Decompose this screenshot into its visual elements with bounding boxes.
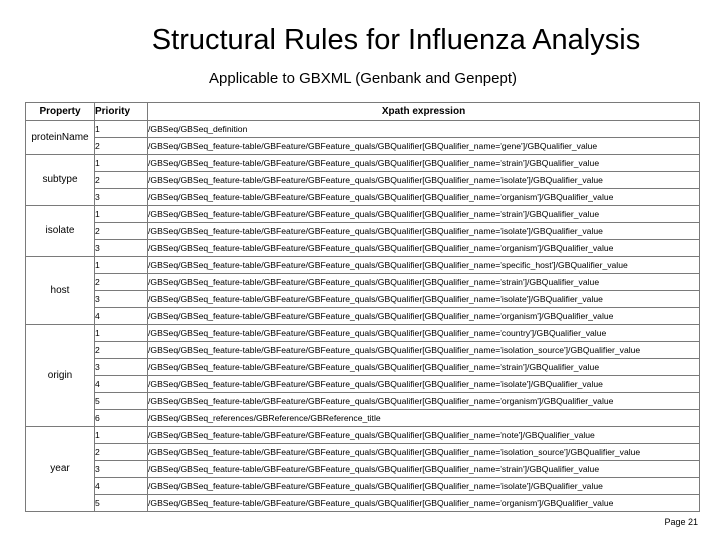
xpath-cell: /GBSeq/GBSeq_feature-table/GBFeature/GBFeature_quals/GBQualifier[GBQualifier_name='specific_host']/GBQualifier_value (148, 257, 700, 274)
priority-cell: 2 (95, 444, 148, 461)
priority-cell: 1 (95, 325, 148, 342)
xpath-cell: /GBSeq/GBSeq_definition (148, 121, 700, 138)
table-row (26, 155, 700, 172)
table-row (26, 291, 700, 308)
table-row (26, 172, 700, 189)
table-row (26, 461, 700, 478)
table-row (26, 138, 700, 155)
header-priority: Priority (95, 103, 148, 121)
xpath-cell: /GBSeq/GBSeq_feature-table/GBFeature/GBFeature_quals/GBQualifier[GBQualifier_name='isolation_source']/GBQualifier_value (148, 444, 700, 461)
header-xpath: Xpath expression (148, 103, 700, 121)
priority-cell: 4 (95, 308, 148, 325)
xpath-cell: /GBSeq/GBSeq_feature-table/GBFeature/GBFeature_quals/GBQualifier[GBQualifier_name='strain']/GBQualifier_value (148, 274, 700, 291)
table-header-row (26, 103, 700, 121)
priority-cell: 3 (95, 461, 148, 478)
structural-rules-table (25, 102, 700, 512)
table-row (26, 257, 700, 274)
table-row (26, 359, 700, 376)
xpath-cell: /GBSeq/GBSeq_feature-table/GBFeature/GBFeature_quals/GBQualifier[GBQualifier_name='organism']/GBQualifier_value (148, 393, 700, 410)
header-property: Property (26, 103, 95, 121)
property-cell: year (26, 427, 95, 512)
slide-subtitle: Applicable to GBXML (Genbank and Genpept) (209, 70, 517, 87)
xpath-cell: /GBSeq/GBSeq_feature-table/GBFeature/GBFeature_quals/GBQualifier[GBQualifier_name='strain']/GBQualifier_value (148, 359, 700, 376)
xpath-cell: /GBSeq/GBSeq_feature-table/GBFeature/GBFeature_quals/GBQualifier[GBQualifier_name='gene']/GBQualifier_value (148, 138, 700, 155)
xpath-cell: /GBSeq/GBSeq_feature-table/GBFeature/GBFeature_quals/GBQualifier[GBQualifier_name='organism']/GBQualifier_value (148, 189, 700, 206)
table-body (26, 121, 700, 512)
xpath-cell: /GBSeq/GBSeq_feature-table/GBFeature/GBFeature_quals/GBQualifier[GBQualifier_name='isolate']/GBQualifier_value (148, 223, 700, 240)
page-number: Page 21 (664, 517, 698, 527)
table-row (26, 325, 700, 342)
priority-cell: 3 (95, 189, 148, 206)
table-row (26, 444, 700, 461)
xpath-cell: /GBSeq/GBSeq_feature-table/GBFeature/GBFeature_quals/GBQualifier[GBQualifier_name='isolate']/GBQualifier_value (148, 376, 700, 393)
priority-cell: 4 (95, 376, 148, 393)
table-row (26, 189, 700, 206)
table-row (26, 223, 700, 240)
xpath-cell: /GBSeq/GBSeq_references/GBReference/GBReference_title (148, 410, 700, 427)
xpath-cell: /GBSeq/GBSeq_feature-table/GBFeature/GBFeature_quals/GBQualifier[GBQualifier_name='isolation_source']/GBQualifier_value (148, 342, 700, 359)
table-row (26, 240, 700, 257)
priority-cell: 2 (95, 342, 148, 359)
xpath-cell: /GBSeq/GBSeq_feature-table/GBFeature/GBFeature_quals/GBQualifier[GBQualifier_name='strain']/GBQualifier_value (148, 206, 700, 223)
priority-cell: 1 (95, 427, 148, 444)
table-row (26, 206, 700, 223)
priority-cell: 2 (95, 172, 148, 189)
xpath-cell: /GBSeq/GBSeq_feature-table/GBFeature/GBFeature_quals/GBQualifier[GBQualifier_name='isolate']/GBQualifier_value (148, 172, 700, 189)
xpath-cell: /GBSeq/GBSeq_feature-table/GBFeature/GBFeature_quals/GBQualifier[GBQualifier_name='organism']/GBQualifier_value (148, 240, 700, 257)
priority-cell: 1 (95, 257, 148, 274)
priority-cell: 2 (95, 223, 148, 240)
priority-cell: 5 (95, 495, 148, 512)
property-cell: proteinName (26, 121, 95, 155)
priority-cell: 6 (95, 410, 148, 427)
table-row (26, 393, 700, 410)
table-row (26, 478, 700, 495)
xpath-cell: /GBSeq/GBSeq_feature-table/GBFeature/GBFeature_quals/GBQualifier[GBQualifier_name='strain']/GBQualifier_value (148, 155, 700, 172)
priority-cell: 3 (95, 359, 148, 376)
xpath-cell: /GBSeq/GBSeq_feature-table/GBFeature/GBFeature_quals/GBQualifier[GBQualifier_name='organism']/GBQualifier_value (148, 495, 700, 512)
table-row (26, 410, 700, 427)
priority-cell: 2 (95, 274, 148, 291)
table-row (26, 427, 700, 444)
table-row (26, 121, 700, 138)
xpath-cell: /GBSeq/GBSeq_feature-table/GBFeature/GBFeature_quals/GBQualifier[GBQualifier_name='isolate']/GBQualifier_value (148, 291, 700, 308)
priority-cell: 1 (95, 206, 148, 223)
table-row (26, 308, 700, 325)
priority-cell: 1 (95, 121, 148, 138)
priority-cell: 4 (95, 478, 148, 495)
table-row (26, 495, 700, 512)
property-cell: isolate (26, 206, 95, 257)
xpath-cell: /GBSeq/GBSeq_feature-table/GBFeature/GBFeature_quals/GBQualifier[GBQualifier_name='note']/GBQualifier_value (148, 427, 700, 444)
slide-title: Structural Rules for Influenza Analysis (151, 24, 641, 56)
priority-cell: 3 (95, 240, 148, 257)
priority-cell: 5 (95, 393, 148, 410)
xpath-cell: /GBSeq/GBSeq_feature-table/GBFeature/GBFeature_quals/GBQualifier[GBQualifier_name='organism']/GBQualifier_value (148, 308, 700, 325)
table-row (26, 376, 700, 393)
priority-cell: 2 (95, 138, 148, 155)
priority-cell: 1 (95, 155, 148, 172)
property-cell: subtype (26, 155, 95, 206)
xpath-cell: /GBSeq/GBSeq_feature-table/GBFeature/GBFeature_quals/GBQualifier[GBQualifier_name='strain']/GBQualifier_value (148, 461, 700, 478)
xpath-cell: /GBSeq/GBSeq_feature-table/GBFeature/GBFeature_quals/GBQualifier[GBQualifier_name='country']/GBQualifier_value (148, 325, 700, 342)
property-cell: host (26, 257, 95, 325)
priority-cell: 3 (95, 291, 148, 308)
property-cell: origin (26, 325, 95, 427)
table-row (26, 274, 700, 291)
xpath-cell: /GBSeq/GBSeq_feature-table/GBFeature/GBFeature_quals/GBQualifier[GBQualifier_name='isolate']/GBQualifier_value (148, 478, 700, 495)
table-row (26, 342, 700, 359)
